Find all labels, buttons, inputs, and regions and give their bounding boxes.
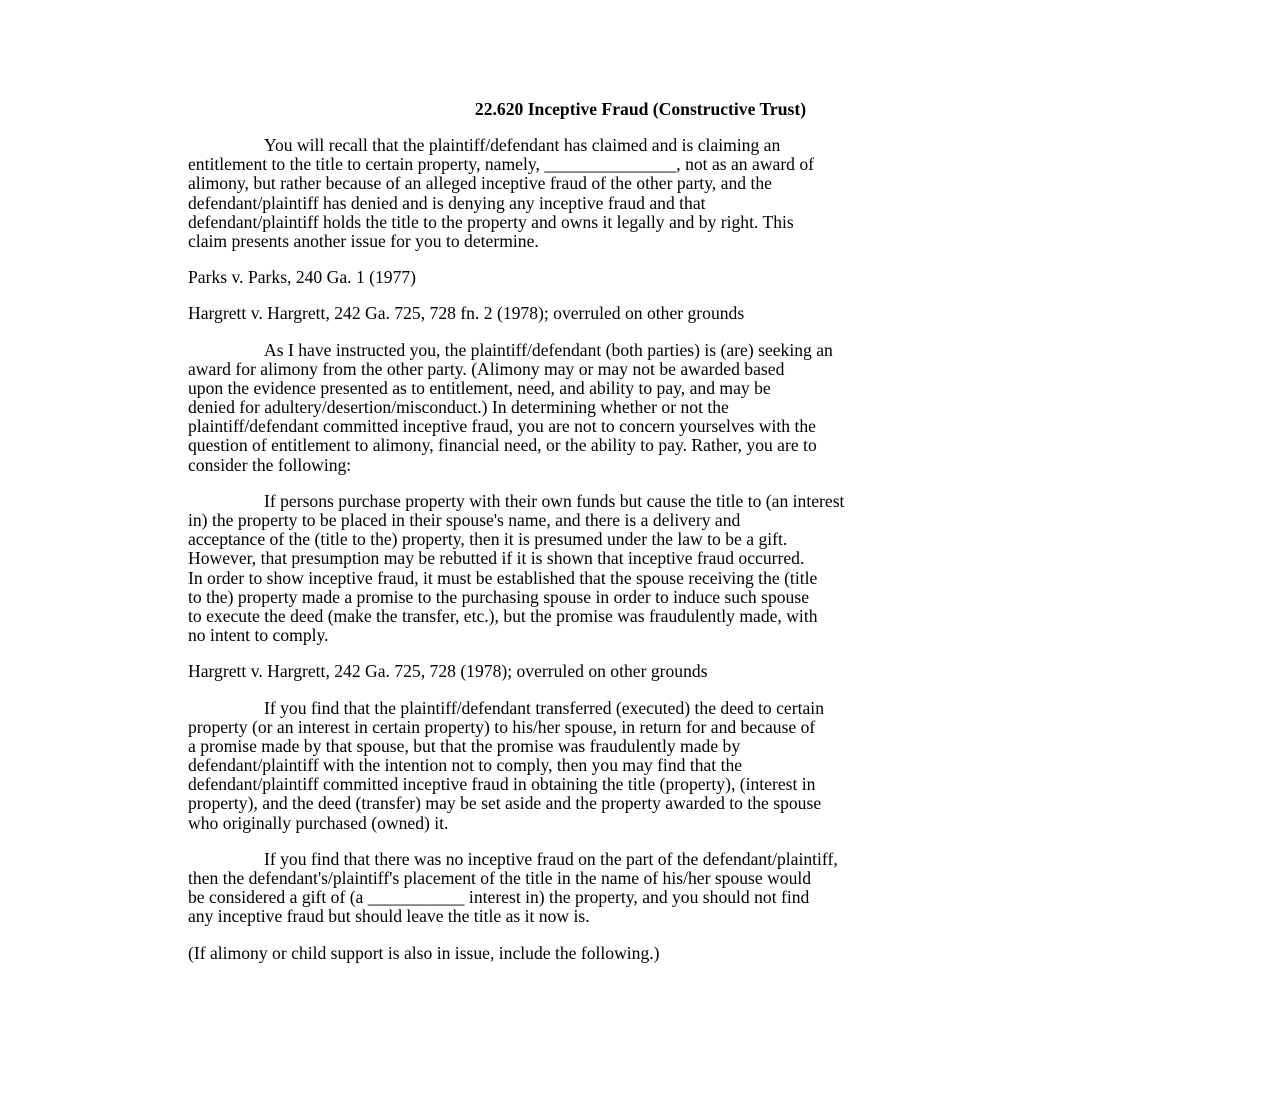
- paragraph-line: a promise made by that spouse, but that the promise was fraudulently made by: [188, 735, 741, 756]
- paragraph-line: property), and the deed (transfer) may be set aside and the property awarded to the spouse: [188, 793, 822, 814]
- document-page: [188, 97, 1093, 980]
- paragraph-line: upon the evidence presented as to entitlement, need, and ability to pay, and may be: [188, 377, 771, 398]
- paragraph-line: defendant/plaintiff with the intention not to comply, then you may find that the: [188, 755, 743, 776]
- paragraph-alimony: [188, 341, 1093, 475]
- paragraph-line: If persons purchase property with their own funds but cause the title to (an interest: [264, 490, 845, 511]
- paragraph-line: no intent to comply.: [188, 625, 329, 646]
- paragraph-line: denied for adultery/desertion/misconduct.) In determining whether or not the: [188, 397, 729, 418]
- paragraph-no-fraud: [188, 850, 1093, 927]
- paragraph-line: claim presents another issue for you to determine.: [188, 230, 539, 251]
- paragraph-line: defendant/plaintiff committed inceptive fraud in obtaining the title (property), (interest in: [188, 774, 816, 795]
- citation-hargrett: Hargrett v. Hargrett, 242 Ga. 725, 728 (1978); overruled on other grounds: [188, 661, 708, 682]
- citation-hargrett-fn: Hargrett v. Hargrett, 242 Ga. 725, 728 fn. 2 (1978); overruled on other grounds: [188, 303, 745, 324]
- paragraph-line: As I have instructed you, the plaintiff/defendant (both parties) is (are) seeking an: [264, 339, 833, 360]
- paragraph-line: defendant/plaintiff has denied and is denying any inceptive fraud and that: [188, 192, 706, 213]
- paragraph-line: then the defendant's/plaintiff's placement of the title in the name of his/her spouse would: [188, 868, 812, 889]
- paragraph-line: defendant/plaintiff holds the title to the property and owns it legally and by right. This: [188, 211, 794, 232]
- paragraph-line: to execute the deed (make the transfer, etc.), but the promise was fraudulently made, with: [188, 605, 818, 626]
- paragraph-finding-fraud: [188, 699, 1093, 833]
- instruction-note: (If alimony or child support is also in issue, include the following.): [188, 942, 660, 963]
- document-title: 22.620 Inceptive Fraud (Constructive Trust): [474, 99, 807, 119]
- paragraph-line: question of entitlement to alimony, financial need, or the ability to pay. Rather, you are to: [188, 435, 817, 456]
- paragraph-line: any inceptive fraud but should leave the title as it now is.: [188, 906, 590, 927]
- paragraph-line: in) the property to be placed in their spouse's name, and there is a delivery and: [188, 510, 741, 531]
- paragraph-line: who originally purchased (owned) it.: [188, 812, 449, 833]
- paragraph-line: You will recall that the plaintiff/defendant has claimed and is claiming an: [264, 135, 781, 155]
- paragraph-line: entitlement to the title to certain property, namely, _______________, not as an award of: [188, 154, 815, 175]
- paragraph-line: If you find that there was no inceptive fraud on the part of the defendant/plaintiff,: [264, 848, 838, 869]
- paragraph-line: to the) property made a promise to the purchasing spouse in order to induce such spouse: [188, 586, 810, 607]
- paragraph-line: In order to show inceptive fraud, it must be established that the spouse receiving the (title: [188, 567, 818, 588]
- paragraph-line: award for alimony from the other party. (Alimony may or may not be awarded based: [188, 358, 785, 379]
- paragraph-claim: [188, 136, 1093, 251]
- citation-parks: Parks v. Parks, 240 Ga. 1 (1977): [188, 267, 417, 288]
- paragraph-line: property (or an interest in certain property) to his/her spouse, in return for and because of: [188, 716, 816, 737]
- paragraph-line: consider the following:: [188, 454, 352, 475]
- paragraph-line: However, that presumption may be rebutted if it is shown that inceptive fraud occurred.: [188, 548, 805, 569]
- paragraph-presumption: [188, 492, 1093, 646]
- paragraph-line: alimony, but rather because of an alleged inceptive fraud of the other party, and the: [188, 173, 772, 194]
- paragraph-line: plaintiff/defendant committed inceptive fraud, you are not to concern yourselves with the: [188, 416, 816, 437]
- paragraph-line: If you find that the plaintiff/defendant transferred (executed) the deed to certain: [264, 697, 824, 718]
- paragraph-line: acceptance of the (title to the) property, then it is presumed under the law to be a gift.: [188, 529, 788, 550]
- paragraph-line: be considered a gift of (a ___________ interest in) the property, and you should not find: [188, 887, 810, 908]
